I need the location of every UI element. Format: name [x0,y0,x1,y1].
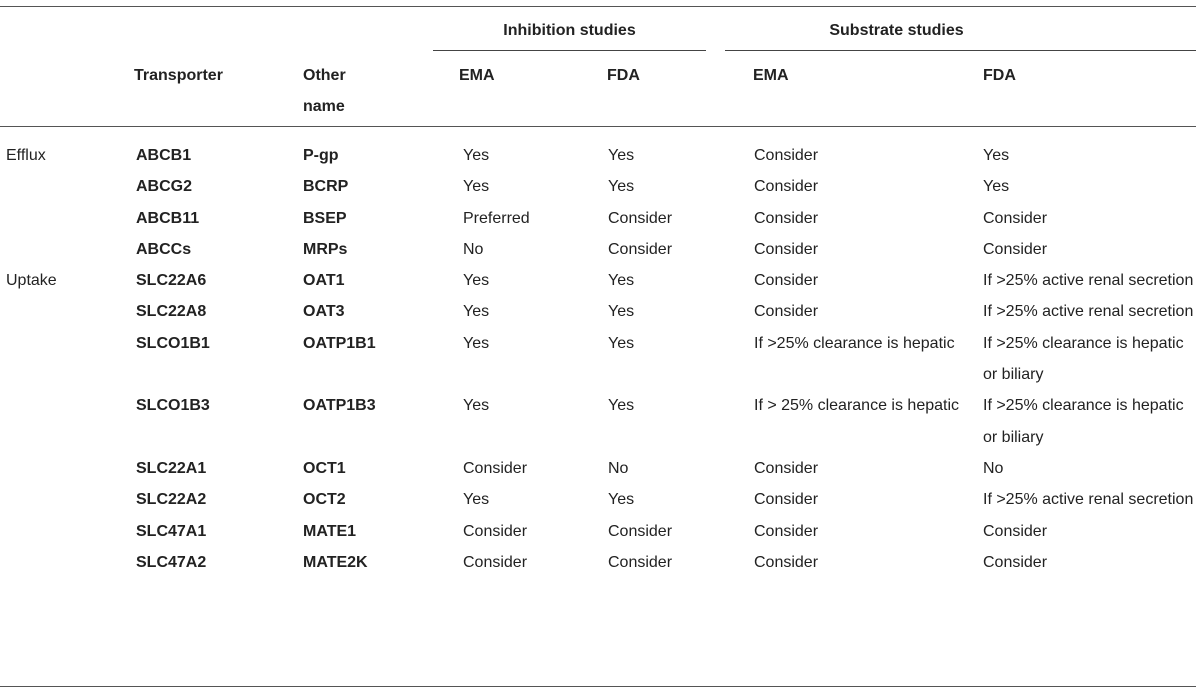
row-other-name: OCT1 [303,459,346,477]
row-other-name: MRPs [303,240,348,258]
table-row [0,140,1196,171]
row-substrate-fda: If >25% clearance is hepatic or biliary [983,397,1184,446]
row-inhibition-ema: Consider [463,459,528,477]
row-transporter: SLC22A8 [136,303,207,321]
column-header-substrate-ema: EMA [753,67,789,84]
row-substrate-fda: Consider [983,240,1048,258]
table-row [0,484,1196,515]
table-row [0,328,1196,391]
row-transporter: ABCB1 [136,147,192,164]
row-inhibition-fda: Yes [608,397,635,415]
row-substrate-ema: Consider [754,491,819,509]
row-transporter: SLC47A2 [136,553,207,571]
table-body [0,140,1196,578]
row-inhibition-fda: Yes [608,491,635,509]
row-inhibition-fda: Consider [608,553,673,571]
row-inhibition-ema: Yes [463,147,490,164]
row-other-name: OATP1B3 [303,397,376,415]
row-substrate-fda: No [983,459,1004,477]
row-inhibition-ema: Yes [463,303,490,321]
table-row [0,234,1196,265]
row-inhibition-ema: Yes [463,491,490,509]
row-substrate-ema: If >25% clearance is hepatic [754,334,955,352]
row-substrate-ema: Consider [754,459,819,477]
row-transporter: SLC22A2 [136,491,207,509]
row-inhibition-fda: Yes [608,147,635,164]
row-substrate-ema: Consider [754,178,819,196]
row-substrate-fda: Consider [983,522,1048,540]
row-category [0,516,134,547]
row-other-name: BCRP [303,178,349,196]
row-substrate-ema: Consider [754,303,819,321]
row-category [0,171,134,202]
substrate-studies-underline [725,50,1196,51]
table-row [0,390,1196,453]
row-inhibition-ema: Yes [463,334,490,352]
row-substrate-ema: If > 25% clearance is hepatic [754,397,960,415]
row-category [0,203,134,234]
row-other-name: OCT2 [303,491,346,509]
row-inhibition-fda: Yes [608,303,635,321]
row-transporter: ABCB11 [136,209,200,227]
row-transporter: SLC22A6 [136,272,207,290]
row-inhibition-ema: Consider [463,522,528,540]
row-inhibition-ema: Yes [463,178,490,196]
row-other-name: OATP1B1 [303,334,376,352]
row-other-name: OAT1 [303,272,345,290]
row-substrate-ema: Consider [754,522,819,540]
row-inhibition-fda: Consider [608,522,673,540]
row-inhibition-fda: Yes [608,334,635,352]
column-header-other-name: Other name [303,67,346,115]
row-substrate-fda: Consider [983,553,1048,571]
table-row [0,296,1196,327]
row-category [0,547,134,578]
column-header-inhibition-fda: FDA [607,67,640,84]
row-inhibition-fda: Consider [608,240,673,258]
column-header-inhibition-ema: EMA [459,67,495,84]
row-inhibition-fda: No [608,459,629,477]
row-other-name: BSEP [303,209,347,227]
row-category [0,484,134,515]
row-other-name: MATE1 [303,522,357,540]
row-inhibition-fda: Yes [608,178,635,196]
row-inhibition-ema: No [463,240,484,258]
table-row [0,203,1196,234]
row-substrate-fda: Yes [983,147,1010,164]
top-rule [0,6,1196,7]
header-rule [0,126,1196,127]
row-inhibition-ema: Preferred [463,209,530,227]
row-substrate-ema: Consider [754,209,819,227]
row-substrate-fda: Consider [983,209,1048,227]
column-header-substrate-fda: FDA [983,67,1016,84]
row-category: Uptake [6,272,57,290]
inhibition-studies-underline [433,50,706,51]
row-category [0,390,134,453]
row-substrate-ema: Consider [754,553,819,571]
row-inhibition-ema: Yes [463,397,490,415]
bottom-rule [0,686,1196,687]
table-row [0,547,1196,578]
substrate-studies-heading: Substrate studies [829,22,964,39]
row-category [0,296,134,327]
row-inhibition-ema: Yes [463,272,490,290]
row-transporter: SLCO1B1 [136,334,210,352]
table-row [0,265,1196,296]
row-inhibition-fda: Consider [608,209,673,227]
row-substrate-ema: Consider [754,240,819,258]
row-category [0,328,134,391]
row-transporter: SLC22A1 [136,459,207,477]
inhibition-studies-heading: Inhibition studies [503,22,636,39]
table-row [0,516,1196,547]
row-transporter: SLC47A1 [136,522,207,540]
row-transporter: ABCG2 [136,178,193,196]
row-substrate-fda: If >25% clearance is hepatic or biliary [983,334,1184,384]
table-row [0,453,1196,484]
row-category: Efflux [6,147,46,164]
row-substrate-ema: Consider [754,147,819,164]
table-row [0,171,1196,202]
row-category [0,234,134,265]
row-substrate-fda: Yes [983,178,1010,196]
column-header-transporter: Transporter [134,67,223,84]
row-transporter: SLCO1B3 [136,397,210,415]
row-substrate-fda: If >25% active renal secretion [983,303,1194,321]
row-category [0,453,134,484]
row-transporter: ABCCs [136,240,192,258]
row-other-name: P-gp [303,147,339,164]
row-inhibition-ema: Consider [463,553,528,571]
row-substrate-ema: Consider [754,272,819,290]
row-other-name: OAT3 [303,303,345,321]
row-substrate-fda: If >25% active renal secretion [983,491,1194,509]
transporter-data-table [0,140,1196,578]
row-inhibition-fda: Yes [608,272,635,290]
row-other-name: MATE2K [303,553,368,571]
row-substrate-fda: If >25% active renal secretion [983,272,1194,290]
